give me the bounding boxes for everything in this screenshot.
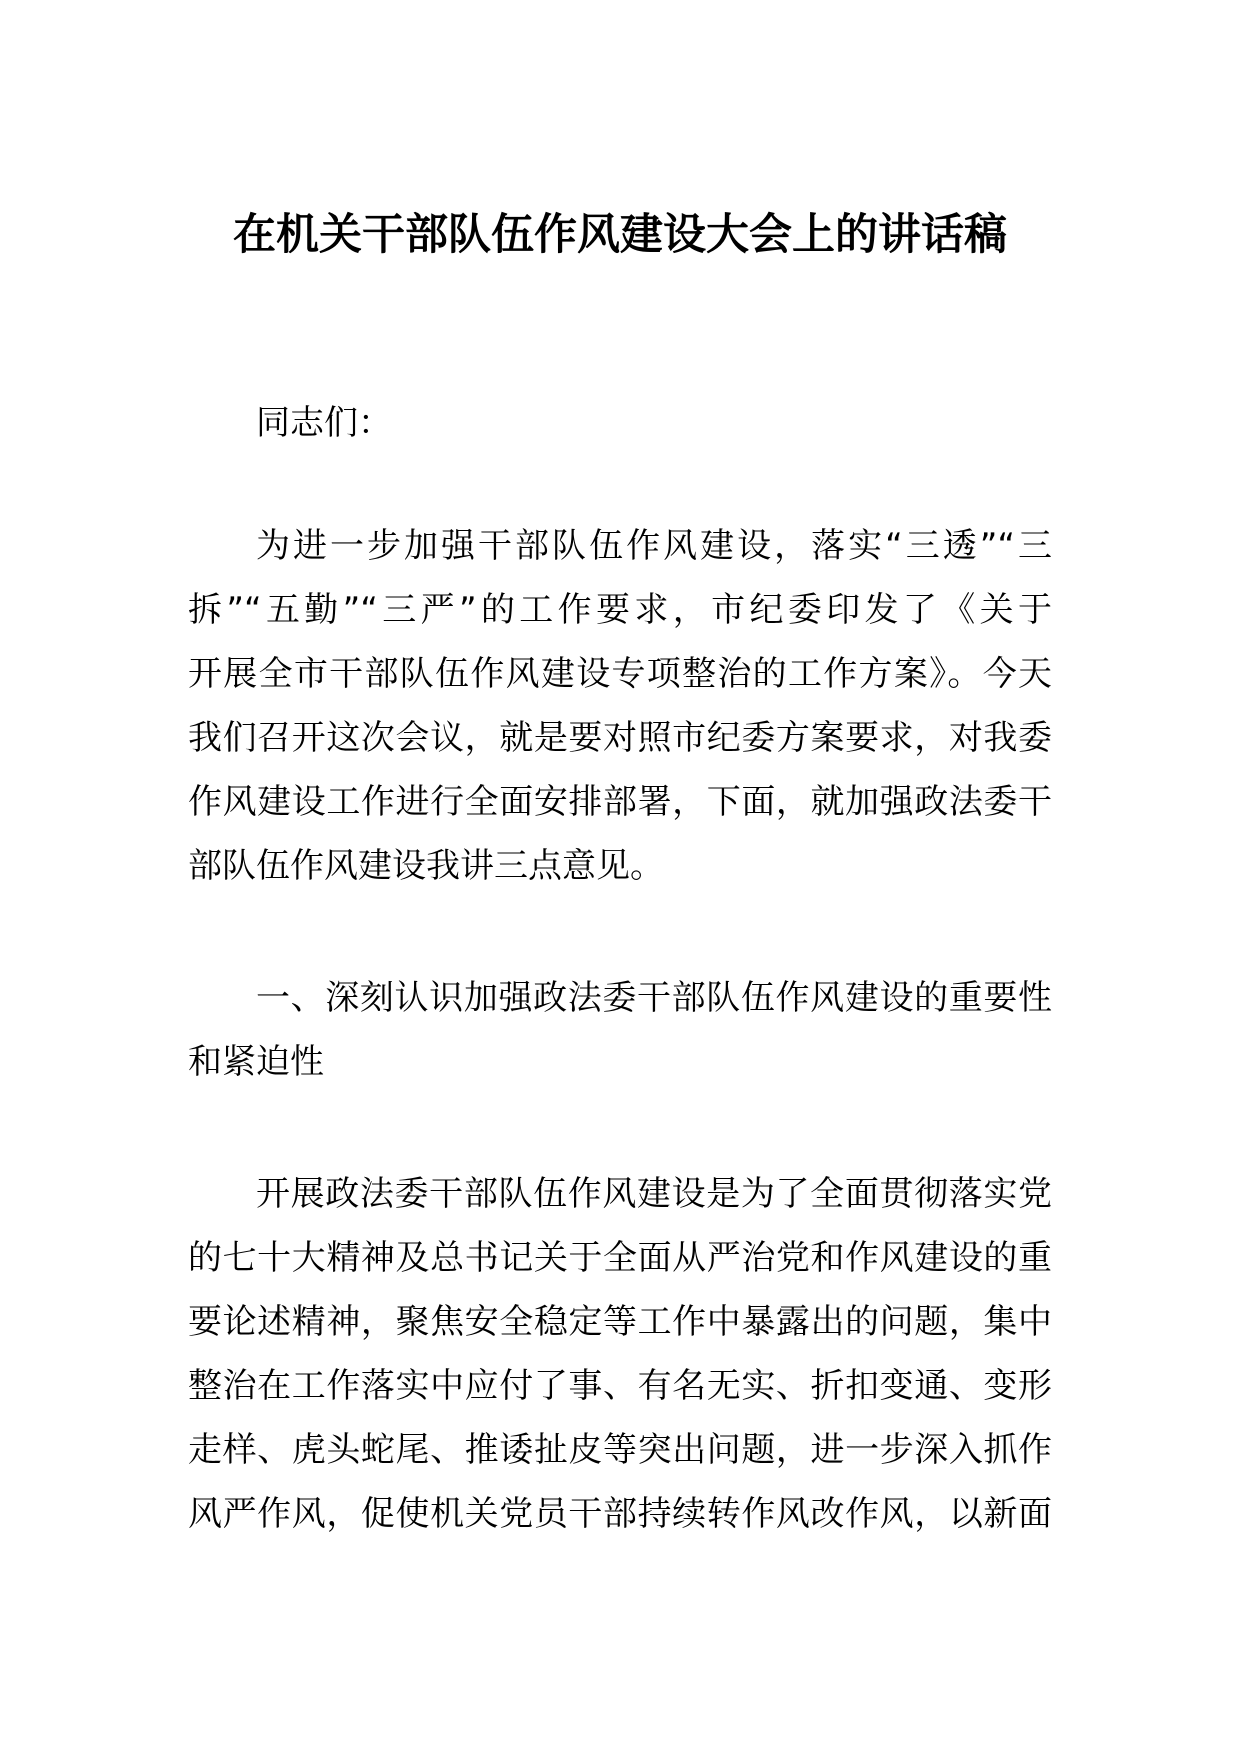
paragraph-1-line: 作风建设工作进行全面安排部署，下面，就加强政法委干 <box>188 782 1052 822</box>
paragraph-1-line: 部队伍作风建设我讲三点意见。 <box>188 846 664 886</box>
paragraph-2-line: 风严作风，促使机关党员干部持续转作风改作风，以新面 <box>188 1494 1052 1534</box>
paragraph-2-line: 整治在工作落实中应付了事、有名无实、折扣变通、变形 <box>188 1366 1052 1406</box>
paragraph-2-line: 要论述精神，聚焦安全稳定等工作中暴露出的问题，集中 <box>188 1302 1052 1342</box>
paragraph-1-line: 我们召开这次会议，就是要对照市纪委方案要求，对我委 <box>188 718 1052 758</box>
paragraph-2-line: 的七十大精神及总书记关于全面从严治党和作风建设的重 <box>188 1238 1052 1278</box>
section-heading-1: 一、深刻认识加强政法委干部队伍作风建设的重要性 <box>256 978 1052 1018</box>
document-title: 在机关干部队伍作风建设大会上的讲话稿 <box>233 210 1007 260</box>
paragraph-1-line: 为进一步加强干部队伍作风建设，落实“三透”“三 <box>256 526 1052 566</box>
salutation: 同志们： <box>256 403 392 443</box>
section-heading-1: 和紧迫性 <box>188 1042 324 1082</box>
paragraph-1-line: 开展全市干部队伍作风建设专项整治的工作方案》。今天 <box>188 654 1052 694</box>
paragraph-2-line: 走样、虎头蛇尾、推诿扯皮等突出问题，进一步深入抓作 <box>188 1430 1052 1470</box>
paragraph-2-line: 开展政法委干部队伍作风建设是为了全面贯彻落实党 <box>256 1174 1052 1214</box>
paragraph-1-line: 拆”“五勤”“三严”的工作要求，市纪委印发了《关于 <box>188 590 1052 630</box>
